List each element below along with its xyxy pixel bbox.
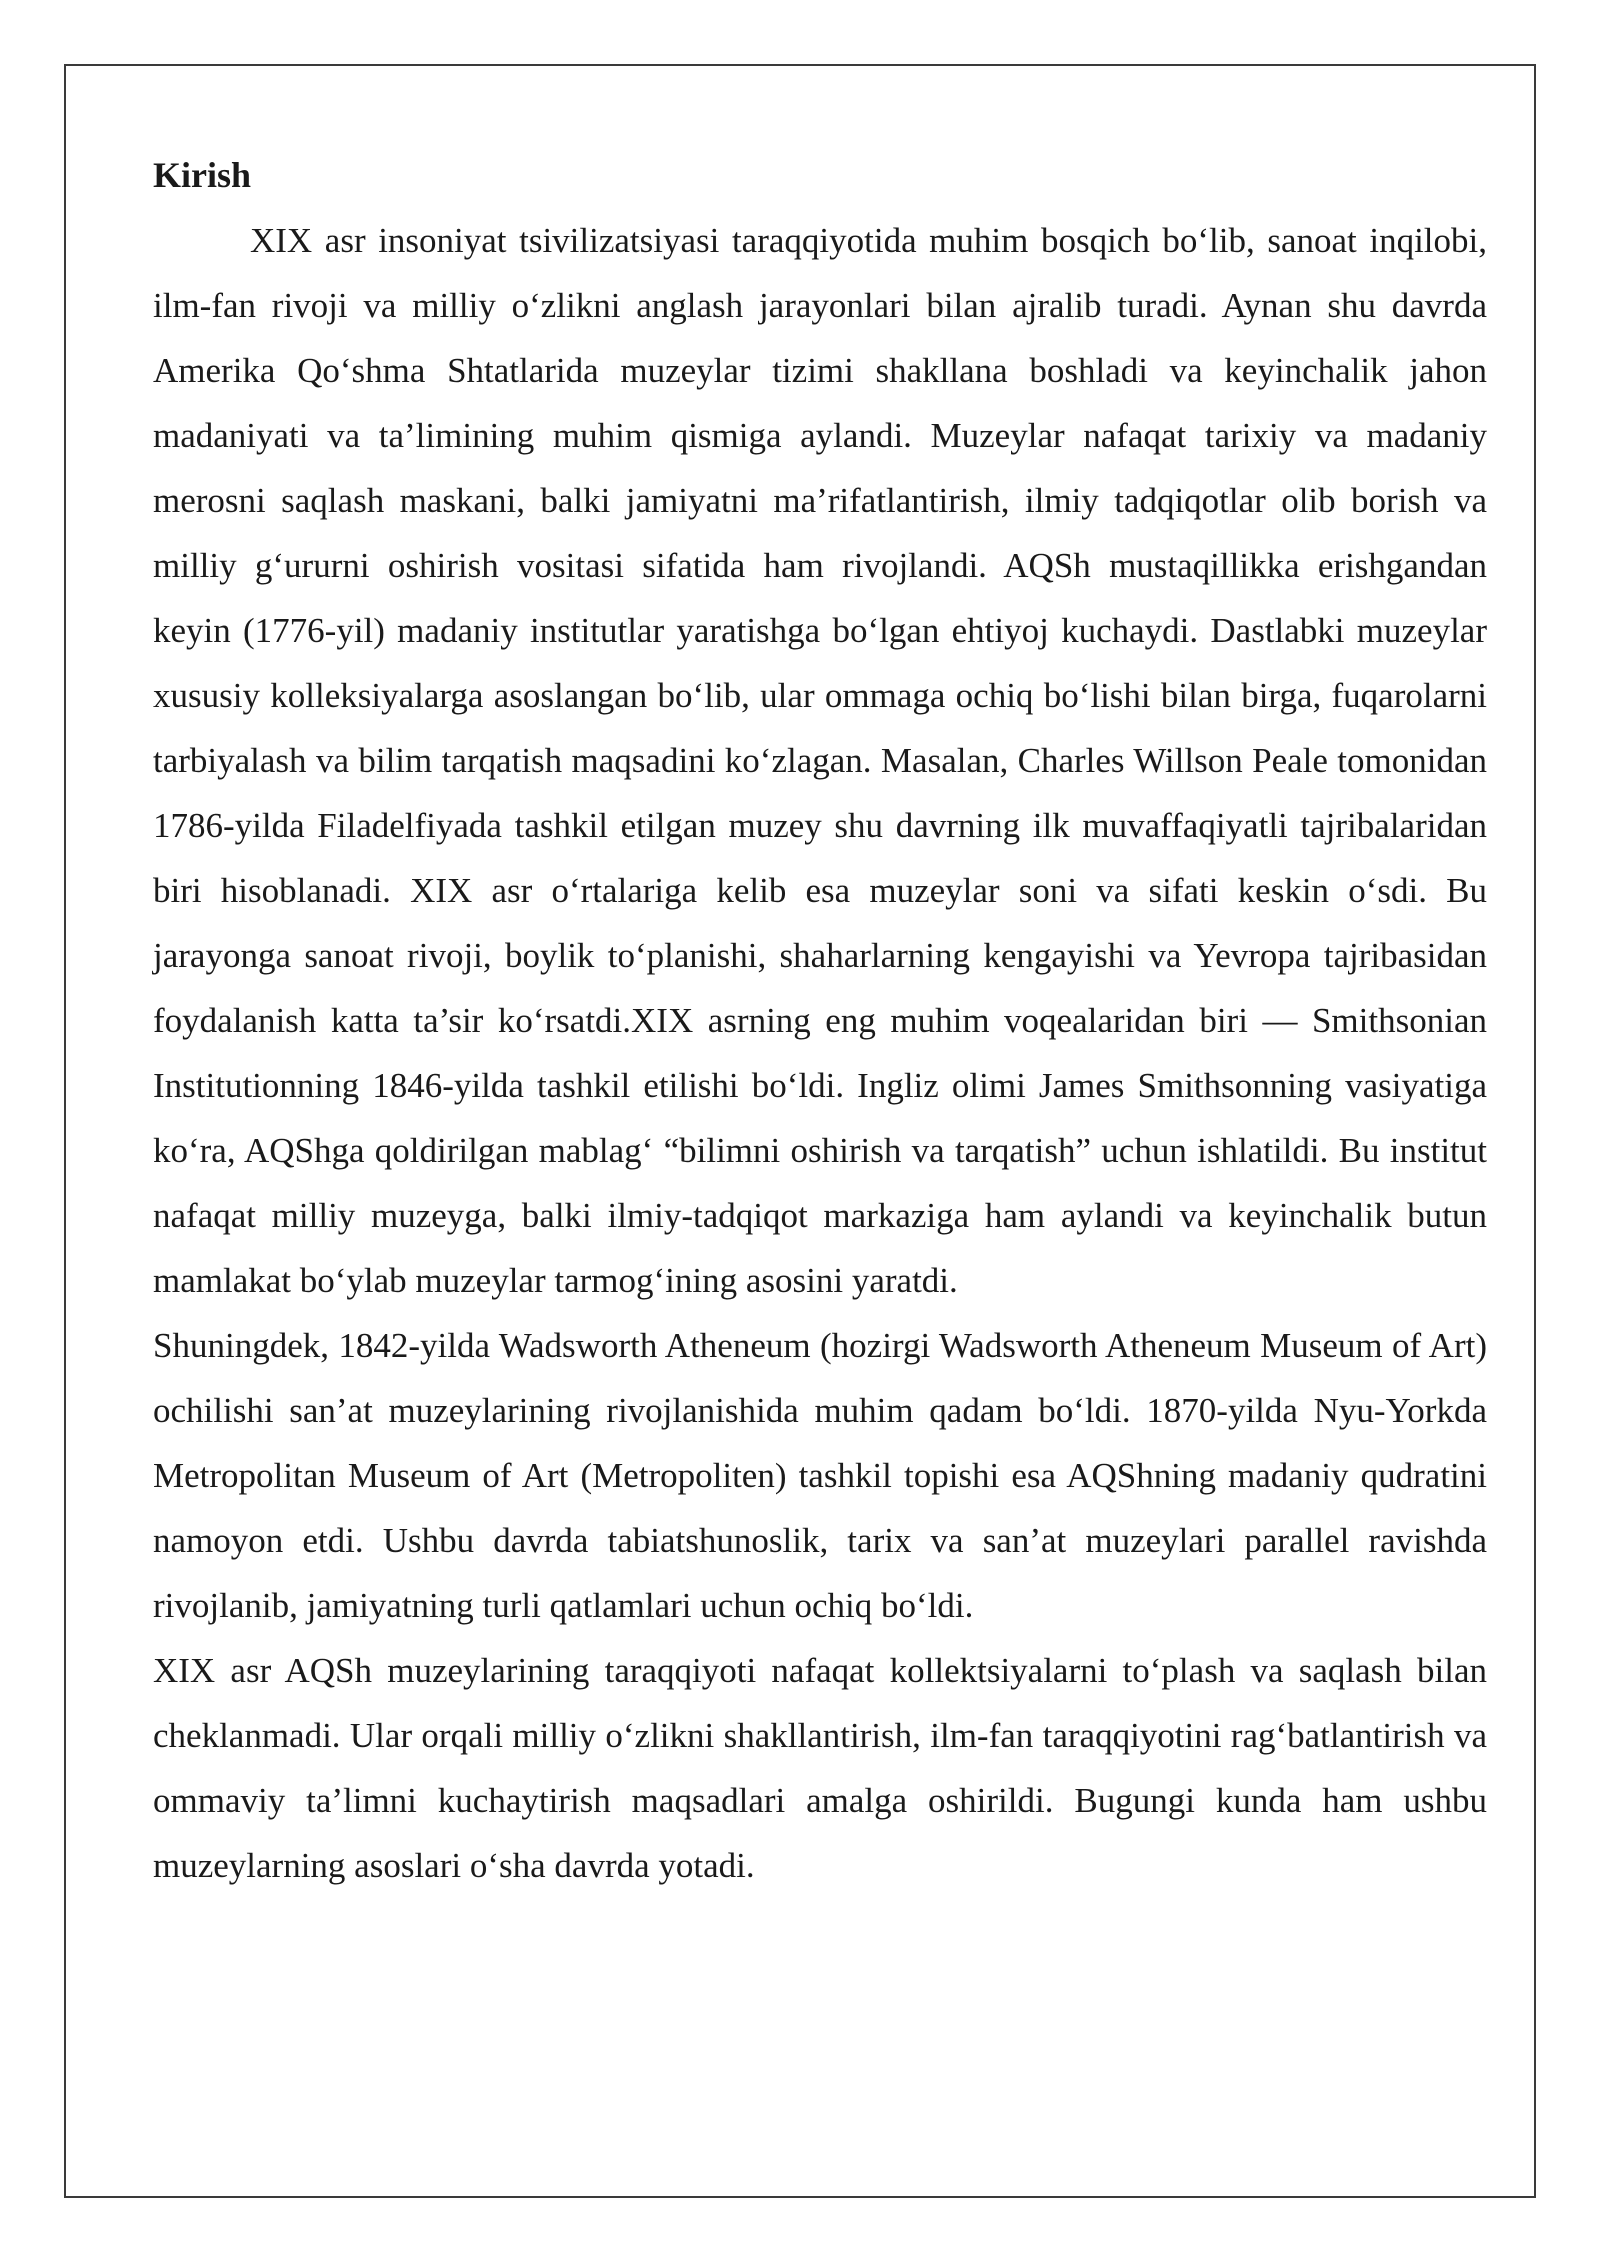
paragraph-conclusion: XIX asr AQSh muzeylarining taraqqiyoti nafaqat kollektsiyalarni to‘plash va saqlash bilan cheklanmadi. Ular orqali milliy o‘zlikni shakllantirish, ilm-fan taraqqiyotini rag‘batlantirish va ommaviy ta’limni kuchaytirish maqsadlari amalga oshirildi. Bugungi kunda ham ushbu muzeylarning asoslari o‘sha davrda yotadi. xyxy=(153,1651,1487,1885)
paragraph-museums: Shuningdek, 1842-yilda Wadsworth Atheneum (hozirgi Wadsworth Atheneum Museum of Art) ochilishi san’at muzeylarining rivojlanishida muhim qadam bo‘ldi. 1870-yilda Nyu-Yorkda Metropolitan Museum of Art (Metropoliten) tashkil topishi esa AQShning madaniy qudratini namoyon etdi. Ushbu davrda tabiatshunoslik, tarix va san’at muzeylari parallel ravishda rivojlanib, jamiyatning turli qatlamlari uchun ochiq bo‘ldi. xyxy=(153,1326,1487,1625)
document-body xyxy=(153,143,1487,1898)
document-heading: Kirish xyxy=(153,155,252,195)
paragraph-intro: XIX asr insoniyat tsivilizatsiyasi taraqqiyotida muhim bosqich bo‘lib, sanoat inqilobi, ilm-fan rivoji va milliy o‘zlikni anglash jarayonlari bilan ajralib turadi. Aynan shu davrda Amerika Qo‘shma Shtatlarida muzeylar tizimi shakllana boshladi va keyinchalik jahon madaniyati va ta’limining muhim qismiga aylandi. Muzeylar nafaqat tarixiy va madaniy merosni saqlash maskani, balki jamiyatni ma’rifatlantirish, ilmiy tadqiqotlar olib borish va milliy g‘ururni oshirish vositasi sifatida ham rivojlandi. AQSh mustaqillikka erishgandan keyin (1776-yil) madaniy institutlar yaratishga bo‘lgan ehtiyoj kuchaydi. Dastlabki muzeylar xususiy kolleksiyalarga asoslangan bo‘lib, ular ommaga ochiq bo‘lishi bilan birga, fuqarolarni tarbiyalash va bilim tarqatish maqsadini ko‘zlagan. Masalan, Charles Willson Peale tomonidan 1786-yilda Filadelfiyada tashkil etilgan muzey shu davrning ilk muvaffaqiyatli tajribalaridan biri hisoblanadi. XIX asr o‘rtalariga kelib esa muzeylar soni va sifati keskin o‘sdi. Bu jarayonga sanoat rivoji, boylik to‘planishi, shaharlarning kengayishi va Yevropa tajribasidan foydalanish katta ta’sir ko‘rsatdi.XIX asrning eng muhim voqealaridan biri — Smithsonian Institutionning 1846-yilda tashkil etilishi bo‘ldi. Ingliz olimi James Smithsonning vasiyatiga ko‘ra, AQShga qoldirilgan mablag‘ “bilimni oshirish va tarqatish” uchun ishlatildi. Bu institut nafaqat milliy muzeyga, balki ilmiy-tadqiqot markaziga ham aylandi va keyinchalik butun mamlakat bo‘ylab muzeylar tarmog‘ining asosini yaratdi. xyxy=(153,221,1487,1300)
